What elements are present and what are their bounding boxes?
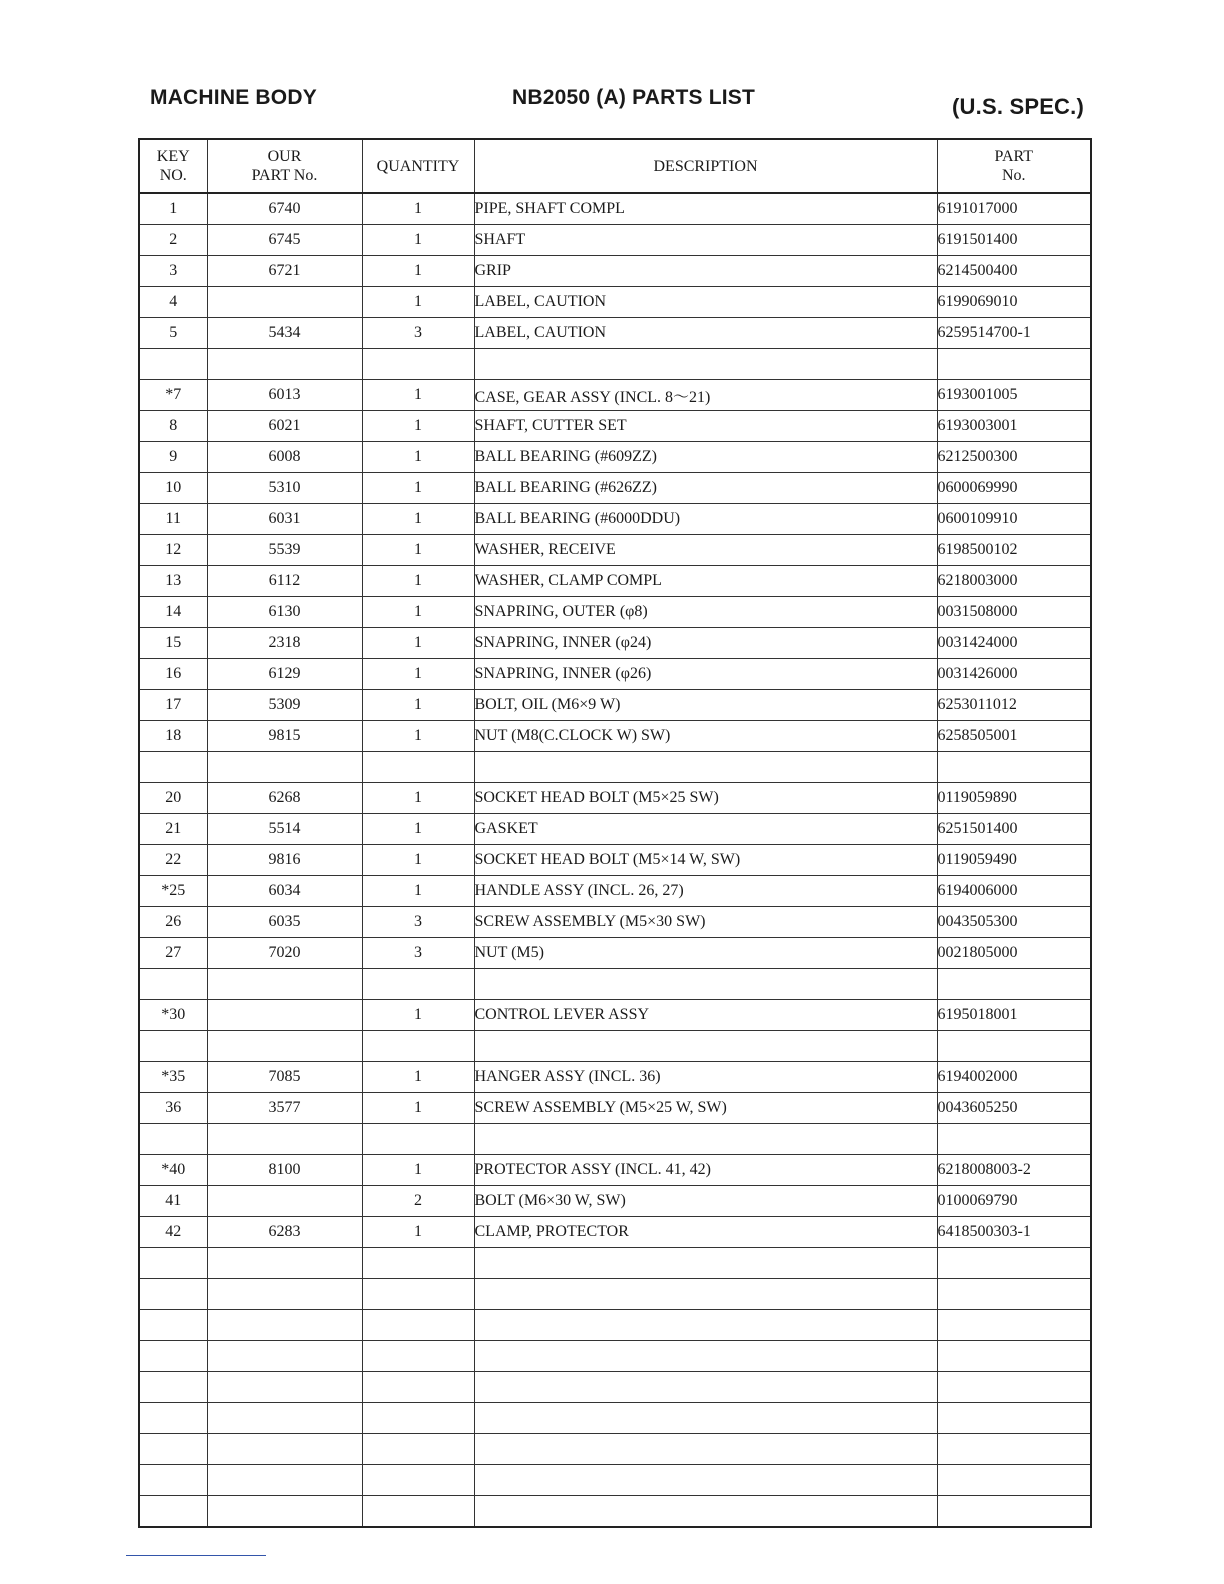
- our-part-no-cell: 6283: [207, 1217, 362, 1248]
- table-row: [139, 1062, 1091, 1093]
- table-row: [139, 628, 1091, 659]
- part-no-cell: [937, 349, 1091, 380]
- part-no-cell: 0043605250: [937, 1093, 1091, 1124]
- key-no-cell: 3: [139, 256, 207, 287]
- quantity-cell: [362, 969, 474, 1000]
- col-header-part-no: PART No.: [937, 139, 1091, 193]
- description-cell: [474, 349, 937, 380]
- table-row: [139, 1217, 1091, 1248]
- part-no-cell: 0021805000: [937, 938, 1091, 969]
- our-part-no-cell: 2318: [207, 628, 362, 659]
- table-row: [139, 907, 1091, 938]
- quantity-cell: 1: [362, 1000, 474, 1031]
- our-part-no-cell: [207, 1465, 362, 1496]
- table-row: [139, 969, 1091, 1000]
- part-no-cell: 6218008003-2: [937, 1155, 1091, 1186]
- description-cell: LABEL, CAUTION: [474, 318, 937, 349]
- part-no-cell: 6193003001: [937, 411, 1091, 442]
- table-row: [139, 193, 1091, 225]
- col-header-key-no: KEY NO.: [139, 139, 207, 193]
- table-row: [139, 566, 1091, 597]
- key-no-cell: 36: [139, 1093, 207, 1124]
- table-row: [139, 1000, 1091, 1031]
- our-part-no-cell: 5434: [207, 318, 362, 349]
- our-part-no-cell: [207, 752, 362, 783]
- table-header-row: [139, 139, 1091, 193]
- quantity-cell: [362, 1031, 474, 1062]
- quantity-cell: 1: [362, 690, 474, 721]
- table-row: [139, 535, 1091, 566]
- key-no-cell: [139, 1031, 207, 1062]
- part-no-cell: 0600109910: [937, 504, 1091, 535]
- our-part-no-cell: 7085: [207, 1062, 362, 1093]
- our-part-no-cell: [207, 1124, 362, 1155]
- our-part-no-cell: 8100: [207, 1155, 362, 1186]
- quantity-cell: 1: [362, 597, 474, 628]
- table-row: [139, 442, 1091, 473]
- key-no-cell: 15: [139, 628, 207, 659]
- our-part-no-cell: [207, 1248, 362, 1279]
- part-no-cell: [937, 1434, 1091, 1465]
- key-no-cell: 22: [139, 845, 207, 876]
- key-no-cell: [139, 752, 207, 783]
- part-no-cell: 6218003000: [937, 566, 1091, 597]
- col-header-quantity: QUANTITY: [362, 139, 474, 193]
- table-row: [139, 1248, 1091, 1279]
- table-row: [139, 473, 1091, 504]
- quantity-cell: [362, 1434, 474, 1465]
- our-part-no-cell: [207, 287, 362, 318]
- quantity-cell: [362, 1341, 474, 1372]
- part-no-cell: 0100069790: [937, 1186, 1091, 1217]
- table-row: [139, 256, 1091, 287]
- key-no-cell: 27: [139, 938, 207, 969]
- part-no-cell: [937, 969, 1091, 1000]
- description-cell: SCREW ASSEMBLY (M5×30 SW): [474, 907, 937, 938]
- quantity-cell: [362, 1124, 474, 1155]
- description-cell: PROTECTOR ASSY (INCL. 41, 42): [474, 1155, 937, 1186]
- table-row: [139, 1434, 1091, 1465]
- key-no-cell: 11: [139, 504, 207, 535]
- quantity-cell: [362, 1403, 474, 1434]
- part-no-cell: 6251501400: [937, 814, 1091, 845]
- part-no-cell: [937, 1341, 1091, 1372]
- description-cell: NUT (M8(C.CLOCK W) SW): [474, 721, 937, 752]
- table-row: [139, 504, 1091, 535]
- our-part-no-cell: 9815: [207, 721, 362, 752]
- quantity-cell: 1: [362, 845, 474, 876]
- quantity-cell: 1: [362, 1155, 474, 1186]
- key-no-cell: *40: [139, 1155, 207, 1186]
- table-row: [139, 1279, 1091, 1310]
- description-cell: GASKET: [474, 814, 937, 845]
- description-cell: SCREW ASSEMBLY (M5×25 W, SW): [474, 1093, 937, 1124]
- description-cell: [474, 1031, 937, 1062]
- part-no-cell: 6259514700-1: [937, 318, 1091, 349]
- quantity-cell: 1: [362, 504, 474, 535]
- quantity-cell: 1: [362, 783, 474, 814]
- document-title: NB2050 (A) PARTS LIST: [512, 86, 756, 109]
- our-part-no-cell: 5539: [207, 535, 362, 566]
- part-no-cell: 6212500300: [937, 442, 1091, 473]
- part-no-cell: 6194002000: [937, 1062, 1091, 1093]
- description-cell: CASE, GEAR ASSY (INCL. 8～21): [474, 380, 937, 411]
- part-no-cell: 6194006000: [937, 876, 1091, 907]
- quantity-cell: 1: [362, 566, 474, 597]
- table-row: [139, 1124, 1091, 1155]
- part-no-cell: 6253011012: [937, 690, 1091, 721]
- table-row: [139, 1372, 1091, 1403]
- quantity-cell: 1: [362, 380, 474, 411]
- quantity-cell: [362, 1465, 474, 1496]
- quantity-cell: 2: [362, 1186, 474, 1217]
- our-part-no-cell: 3577: [207, 1093, 362, 1124]
- description-cell: CONTROL LEVER ASSY: [474, 1000, 937, 1031]
- part-no-cell: [937, 1465, 1091, 1496]
- table-row: [139, 318, 1091, 349]
- part-no-cell: 0600069990: [937, 473, 1091, 504]
- description-cell: HANGER ASSY (INCL. 36): [474, 1062, 937, 1093]
- our-part-no-cell: [207, 1310, 362, 1341]
- part-no-cell: 6418500303-1: [937, 1217, 1091, 1248]
- part-no-cell: [937, 1372, 1091, 1403]
- key-no-cell: 14: [139, 597, 207, 628]
- table-row: [139, 1496, 1091, 1528]
- key-no-cell: [139, 1434, 207, 1465]
- description-cell: CLAMP, PROTECTOR: [474, 1217, 937, 1248]
- table-row: [139, 721, 1091, 752]
- our-part-no-cell: [207, 1341, 362, 1372]
- parts-table: [138, 138, 1092, 1528]
- part-no-cell: 6191017000: [937, 193, 1091, 225]
- description-cell: SHAFT: [474, 225, 937, 256]
- table-row: [139, 1403, 1091, 1434]
- our-part-no-cell: [207, 349, 362, 380]
- quantity-cell: [362, 1248, 474, 1279]
- part-no-cell: [937, 1031, 1091, 1062]
- table-row: [139, 1310, 1091, 1341]
- description-cell: NUT (M5): [474, 938, 937, 969]
- key-no-cell: *30: [139, 1000, 207, 1031]
- part-no-cell: [937, 1124, 1091, 1155]
- key-no-cell: [139, 1341, 207, 1372]
- part-no-cell: [937, 752, 1091, 783]
- description-cell: WASHER, RECEIVE: [474, 535, 937, 566]
- quantity-cell: 1: [362, 1062, 474, 1093]
- col-header-description: DESCRIPTION: [474, 139, 937, 193]
- description-cell: BALL BEARING (#626ZZ): [474, 473, 937, 504]
- description-cell: [474, 1279, 937, 1310]
- table-row: [139, 752, 1091, 783]
- our-part-no-cell: 6112: [207, 566, 362, 597]
- our-part-no-cell: 6008: [207, 442, 362, 473]
- table-row: [139, 1155, 1091, 1186]
- part-no-cell: 0043505300: [937, 907, 1091, 938]
- key-no-cell: 21: [139, 814, 207, 845]
- table-row: [139, 938, 1091, 969]
- our-part-no-cell: 6013: [207, 380, 362, 411]
- table-row: [139, 349, 1091, 380]
- description-cell: [474, 1434, 937, 1465]
- table-row: [139, 876, 1091, 907]
- key-no-cell: 5: [139, 318, 207, 349]
- description-cell: [474, 1403, 937, 1434]
- our-part-no-cell: 9816: [207, 845, 362, 876]
- our-part-no-cell: [207, 1279, 362, 1310]
- key-no-cell: 1: [139, 193, 207, 225]
- key-no-cell: 9: [139, 442, 207, 473]
- our-part-no-cell: [207, 1186, 362, 1217]
- key-no-cell: [139, 1372, 207, 1403]
- our-part-no-cell: [207, 1372, 362, 1403]
- part-no-cell: 0119059890: [937, 783, 1091, 814]
- table-row: [139, 845, 1091, 876]
- description-cell: BALL BEARING (#6000DDU): [474, 504, 937, 535]
- description-cell: BOLT, OIL (M6×9 W): [474, 690, 937, 721]
- key-no-cell: [139, 1465, 207, 1496]
- our-part-no-cell: [207, 1031, 362, 1062]
- description-cell: [474, 1341, 937, 1372]
- description-cell: SOCKET HEAD BOLT (M5×14 W, SW): [474, 845, 937, 876]
- part-no-cell: [937, 1310, 1091, 1341]
- description-cell: SNAPRING, INNER (φ26): [474, 659, 937, 690]
- description-cell: [474, 1372, 937, 1403]
- part-no-cell: 0119059490: [937, 845, 1091, 876]
- description-cell: [474, 1248, 937, 1279]
- quantity-cell: 1: [362, 193, 474, 225]
- quantity-cell: [362, 1496, 474, 1528]
- part-no-cell: 6199069010: [937, 287, 1091, 318]
- quantity-cell: 1: [362, 1217, 474, 1248]
- our-part-no-cell: [207, 1496, 362, 1528]
- key-no-cell: [139, 969, 207, 1000]
- quantity-cell: 1: [362, 876, 474, 907]
- key-no-cell: 20: [139, 783, 207, 814]
- table-row: [139, 411, 1091, 442]
- quantity-cell: 3: [362, 907, 474, 938]
- key-no-cell: *7: [139, 380, 207, 411]
- our-part-no-cell: 6129: [207, 659, 362, 690]
- quantity-cell: 1: [362, 535, 474, 566]
- part-no-cell: 0031424000: [937, 628, 1091, 659]
- key-no-cell: 17: [139, 690, 207, 721]
- description-cell: HANDLE ASSY (INCL. 26, 27): [474, 876, 937, 907]
- part-no-cell: 6214500400: [937, 256, 1091, 287]
- our-part-no-cell: 6021: [207, 411, 362, 442]
- our-part-no-cell: 6268: [207, 783, 362, 814]
- key-no-cell: 8: [139, 411, 207, 442]
- our-part-no-cell: 6721: [207, 256, 362, 287]
- part-no-cell: 6198500102: [937, 535, 1091, 566]
- our-part-no-cell: 5514: [207, 814, 362, 845]
- quantity-cell: 1: [362, 814, 474, 845]
- part-no-cell: 6191501400: [937, 225, 1091, 256]
- key-no-cell: 10: [139, 473, 207, 504]
- parts-table-body: [139, 193, 1091, 1527]
- our-part-no-cell: 7020: [207, 938, 362, 969]
- key-no-cell: [139, 349, 207, 380]
- key-no-cell: *25: [139, 876, 207, 907]
- description-cell: [474, 1496, 937, 1528]
- part-no-cell: [937, 1403, 1091, 1434]
- quantity-cell: [362, 1310, 474, 1341]
- table-row: [139, 659, 1091, 690]
- key-no-cell: 12: [139, 535, 207, 566]
- key-no-cell: 26: [139, 907, 207, 938]
- description-cell: PIPE, SHAFT COMPL: [474, 193, 937, 225]
- our-part-no-cell: [207, 969, 362, 1000]
- table-row: [139, 1341, 1091, 1372]
- our-part-no-cell: 6031: [207, 504, 362, 535]
- description-cell: SHAFT, CUTTER SET: [474, 411, 937, 442]
- part-no-cell: 6258505001: [937, 721, 1091, 752]
- part-no-cell: 6195018001: [937, 1000, 1091, 1031]
- key-no-cell: 41: [139, 1186, 207, 1217]
- key-no-cell: 18: [139, 721, 207, 752]
- key-no-cell: [139, 1279, 207, 1310]
- key-no-cell: [139, 1496, 207, 1528]
- quantity-cell: [362, 752, 474, 783]
- quantity-cell: 1: [362, 442, 474, 473]
- table-row: [139, 1465, 1091, 1496]
- table-row: [139, 225, 1091, 256]
- table-row: [139, 814, 1091, 845]
- quantity-cell: 1: [362, 721, 474, 752]
- our-part-no-cell: 6035: [207, 907, 362, 938]
- description-cell: BALL BEARING (#609ZZ): [474, 442, 937, 473]
- our-part-no-cell: 6740: [207, 193, 362, 225]
- description-cell: SOCKET HEAD BOLT (M5×25 SW): [474, 783, 937, 814]
- quantity-cell: 1: [362, 256, 474, 287]
- quantity-cell: 3: [362, 318, 474, 349]
- description-cell: SNAPRING, INNER (φ24): [474, 628, 937, 659]
- table-row: [139, 287, 1091, 318]
- description-cell: GRIP: [474, 256, 937, 287]
- quantity-cell: 1: [362, 225, 474, 256]
- part-no-cell: [937, 1248, 1091, 1279]
- our-part-no-cell: 5309: [207, 690, 362, 721]
- quantity-cell: 3: [362, 938, 474, 969]
- key-no-cell: 2: [139, 225, 207, 256]
- our-part-no-cell: 6034: [207, 876, 362, 907]
- key-no-cell: 16: [139, 659, 207, 690]
- table-row: [139, 690, 1091, 721]
- description-cell: [474, 969, 937, 1000]
- quantity-cell: 1: [362, 287, 474, 318]
- description-cell: LABEL, CAUTION: [474, 287, 937, 318]
- key-no-cell: [139, 1403, 207, 1434]
- description-cell: [474, 1310, 937, 1341]
- part-no-cell: [937, 1279, 1091, 1310]
- footer-divider: [126, 1555, 266, 1556]
- key-no-cell: [139, 1310, 207, 1341]
- quantity-cell: 1: [362, 628, 474, 659]
- quantity-cell: [362, 349, 474, 380]
- our-part-no-cell: 5310: [207, 473, 362, 504]
- table-row: [139, 783, 1091, 814]
- quantity-cell: [362, 1372, 474, 1403]
- quantity-cell: 1: [362, 473, 474, 504]
- quantity-cell: 1: [362, 1093, 474, 1124]
- description-cell: SNAPRING, OUTER (φ8): [474, 597, 937, 628]
- key-no-cell: *35: [139, 1062, 207, 1093]
- table-row: [139, 597, 1091, 628]
- description-cell: WASHER, CLAMP COMPL: [474, 566, 937, 597]
- part-no-cell: 0031508000: [937, 597, 1091, 628]
- key-no-cell: 13: [139, 566, 207, 597]
- key-no-cell: 42: [139, 1217, 207, 1248]
- key-no-cell: [139, 1124, 207, 1155]
- key-no-cell: 4: [139, 287, 207, 318]
- table-row: [139, 1093, 1091, 1124]
- part-no-cell: 0031426000: [937, 659, 1091, 690]
- our-part-no-cell: 6745: [207, 225, 362, 256]
- part-no-cell: [937, 1496, 1091, 1528]
- table-row: [139, 1186, 1091, 1217]
- quantity-cell: 1: [362, 659, 474, 690]
- quantity-cell: 1: [362, 411, 474, 442]
- description-cell: BOLT (M6×30 W, SW): [474, 1186, 937, 1217]
- spec-label: (U.S. SPEC.): [952, 94, 1084, 119]
- description-cell: [474, 1465, 937, 1496]
- table-row: [139, 1031, 1091, 1062]
- part-no-cell: 6193001005: [937, 380, 1091, 411]
- col-header-our-part-no: OUR PART No.: [207, 139, 362, 193]
- quantity-cell: [362, 1279, 474, 1310]
- our-part-no-cell: [207, 1403, 362, 1434]
- key-no-cell: [139, 1248, 207, 1279]
- section-title: MACHINE BODY: [150, 86, 317, 109]
- our-part-no-cell: [207, 1000, 362, 1031]
- description-cell: [474, 1124, 937, 1155]
- description-cell: [474, 752, 937, 783]
- our-part-no-cell: 6130: [207, 597, 362, 628]
- our-part-no-cell: [207, 1434, 362, 1465]
- table-row: [139, 380, 1091, 411]
